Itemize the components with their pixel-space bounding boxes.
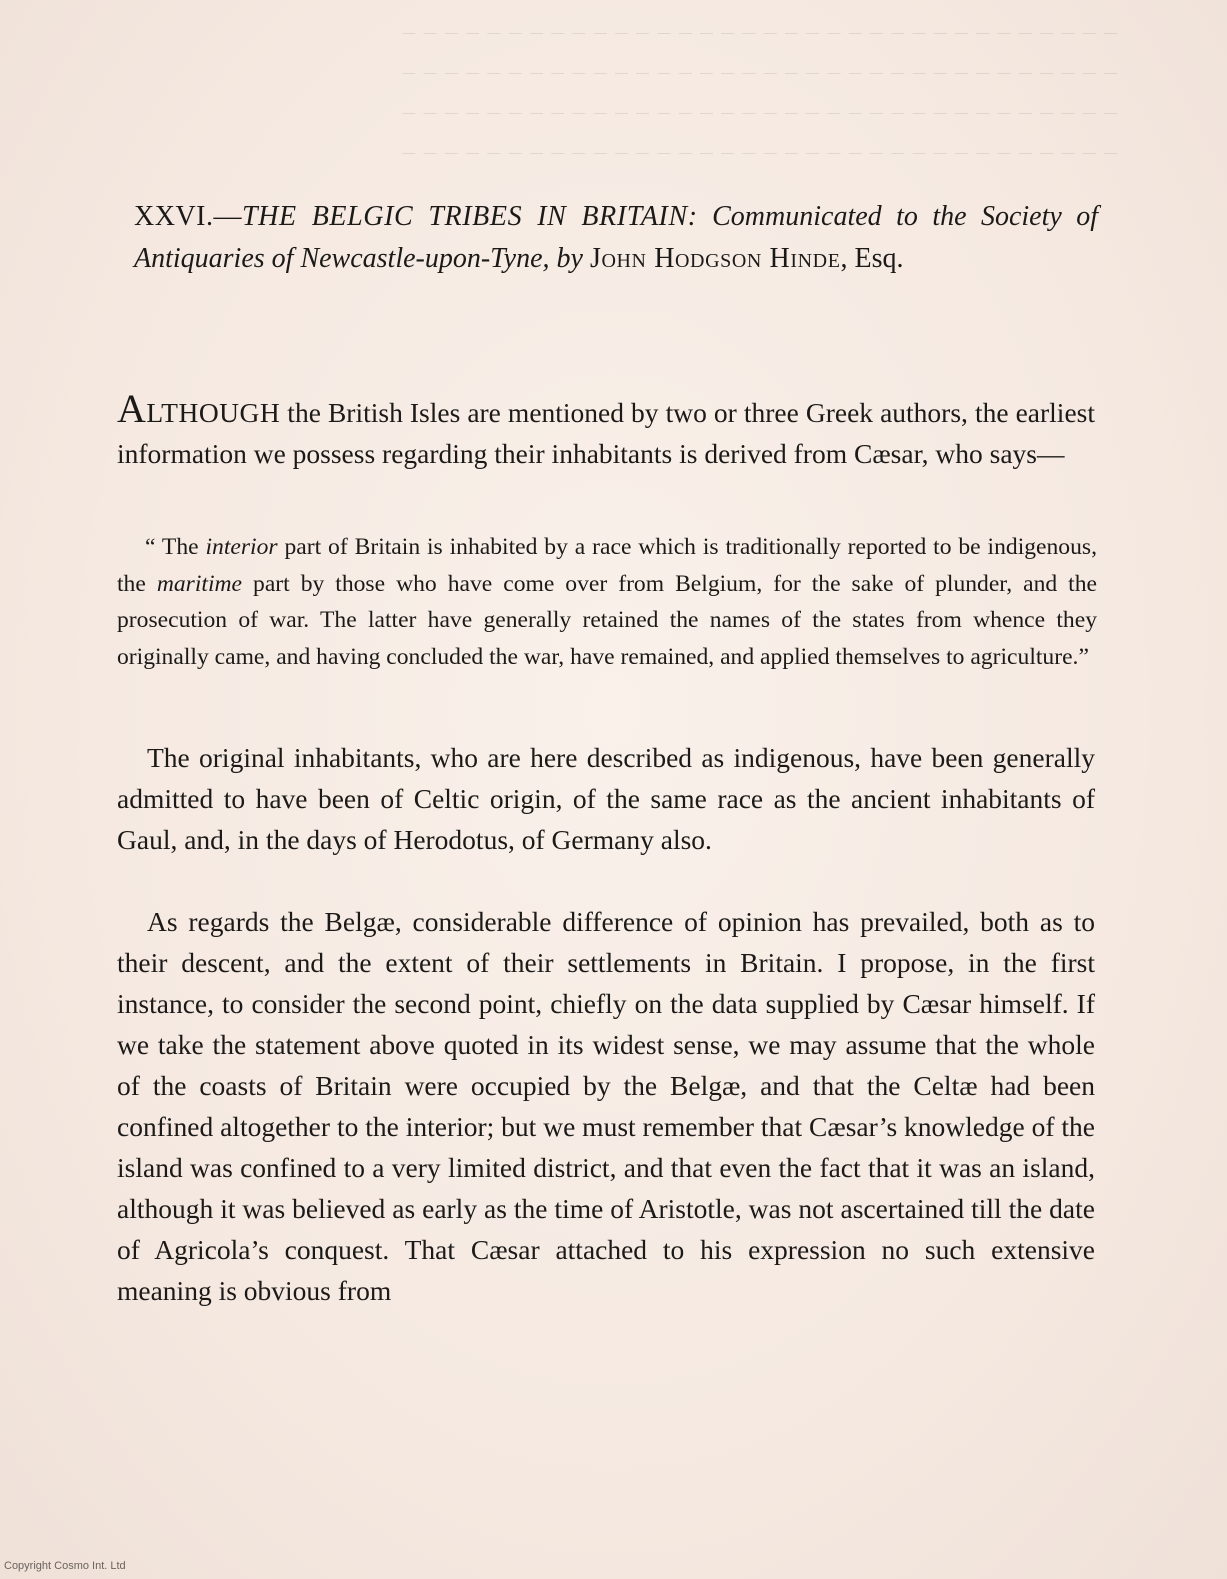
- article-title: [134, 196, 1098, 280]
- author-name: John Hodgson Hinde: [589, 243, 841, 274]
- paragraph-opening-text: the British Isles are mentioned by two or three Greek authors, the earliest information we possess regarding their inhabitants is derived from Cæsar, who says—: [117, 397, 1095, 469]
- author-suffix: , Esq.: [840, 243, 904, 274]
- quote-open: “ The: [145, 534, 206, 560]
- drop-capital: A: [117, 386, 147, 431]
- caesar-quotation: [117, 529, 1097, 675]
- opening-word: LTHOUGH: [146, 397, 281, 428]
- quote-emphasis-maritime: maritime: [156, 570, 243, 597]
- show-through-text: _ _ _ _ _ _ _ _ _ _ _ _ _ _ _ _ _ _ _ _ _ _ _ _ _ _ _ _ _ _ _ _ _ _ _ _ _ _ _ _ _ _ _ _ _ _ _ _ _ _ _ _ _ _ _ _ _ _ _ _ _ _ _ _ _ _ _ _ _ _ _ _ _ _ _ _ _ _ _ _ _ _ _ _ _ _ _ _ _ _ _ _ _ _ _ _ _ _ _ _ _ _ _ _ _ _ _ _ _ _ _ _ _ _ _ _ _ _ _ _ _ _ _ _ _ _ _ _ _ _ _ _ _ _ _ _: [402, 5, 1117, 155]
- quote-text-1: part of Britain is inhabited by a race which is traditionally reported to be indigenous, the: [117, 534, 1097, 597]
- title-main: THE BELGIC TRIBES IN BRITAIN:: [242, 201, 698, 232]
- article-number: XXVI.: [134, 201, 214, 232]
- paragraph-original-inhabitants: The original inhabitants, who are here described as indigenous, have been generally admitted to have been of Celtic origin, of the same race as the ancient inhabitants of Gaul, and, in the days of Herodotus, of Germany also.: [117, 742, 1095, 855]
- quote-emphasis-interior: interior: [205, 534, 278, 560]
- paragraph-belgae: As regards the Belgæ, considerable difference of opinion has prevailed, both as to their descent, and the extent of their settlements in Britain. I propose, in the first instance, to consider the second point, chiefly on the data supplied by Cæsar himself. If we take the statement above quoted in its widest sense, we may assume that the whole of the coasts of Britain were occupied by the Belgæ, and that the Celtæ had been confined altogether to the interior; but we must remember that Cæsar’s knowledge of the island was confined to a very limited district, and that even the fact that it was an island, although it was believed as early as the time of Aristotle, was not ascertained till the date of Agricola’s conquest. That Cæsar attached to his expression no such extensive meaning is obvious from: [117, 906, 1095, 1306]
- paragraph-opening: [117, 388, 1095, 474]
- quote-text-2: part by those who have come over from Belgium, for the sake of plunder, and the prosecution of war. The latter have generally retained the names of the states from whence they originally came, and having concluded the war, have remained, and applied themselves to agriculture.”: [117, 570, 1097, 670]
- title-dash: —: [213, 201, 242, 232]
- copyright-watermark: Copyright Cosmo Int. Ltd: [4, 1560, 126, 1572]
- title-communicated: Communicated to: [712, 201, 918, 232]
- title-society: the Society of Antiquaries of Newcastle-upon-Tyne, by: [134, 201, 1099, 274]
